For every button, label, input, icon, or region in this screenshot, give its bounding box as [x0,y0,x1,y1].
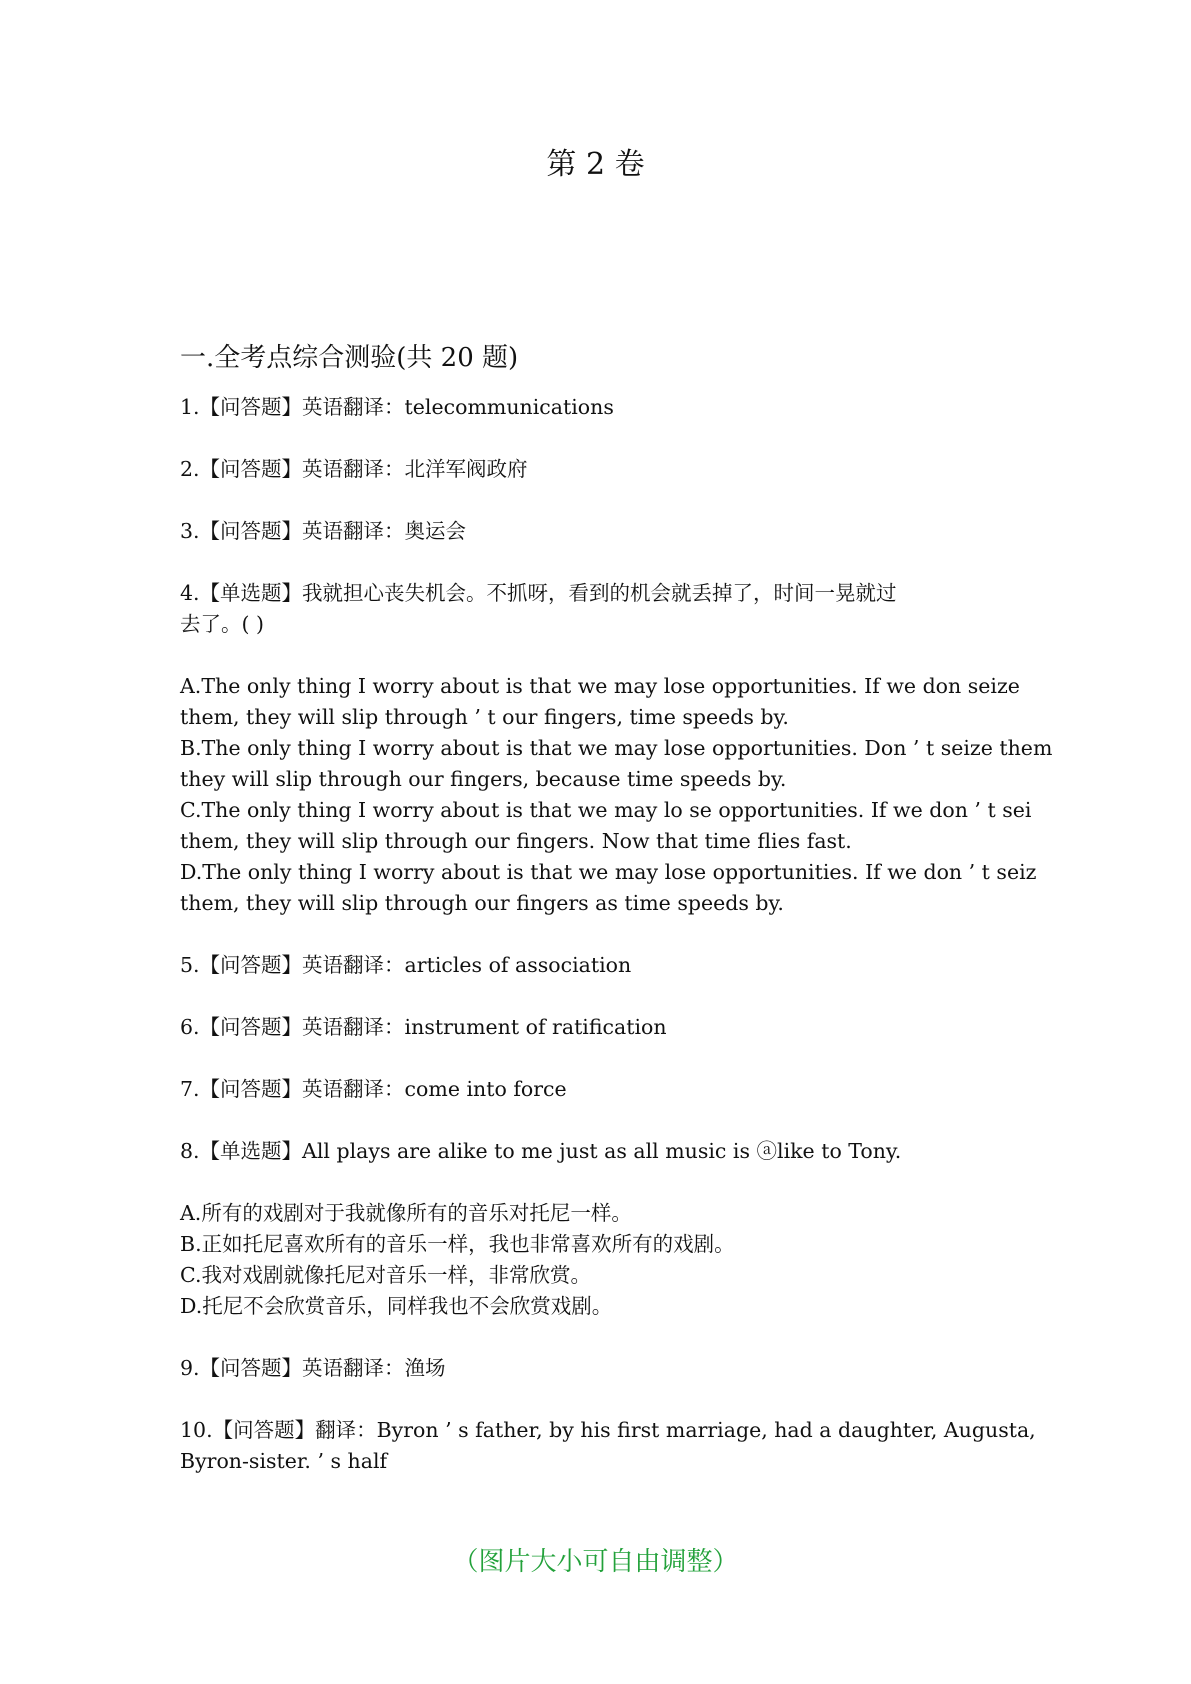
question-1-text: 1.【问答题】英语翻译：telecommunications [180,395,614,419]
option-c-line-1: C.The only thing I worry about is that we may lo se opportunities. If we don ’ t sei [180,798,1032,822]
question-4-text-line-1: 4.【单选题】我就担心丧失机会。不抓呀，看到的机会就丢掉了，时间一晃就过 [180,581,897,605]
option-d-line-1: D.The only thing I worry about is that we may lose opportunities. If we don ’ t seiz [180,860,1037,884]
question-8-text: 8.【单选题】All plays are alike to me just as all music is ⓐlike to Tony. [180,1139,902,1163]
question-6-text: 6.【问答题】英语翻译：instrument of ratification [180,1015,667,1039]
option-a-line-1: A.The only thing I worry about is that we may lose opportunities. If we don seize [180,674,1020,698]
question-list [180,392,1191,1508]
question-3-text: 3.【问答题】英语翻译：奥运会 [180,519,467,543]
question-7 [180,1074,1191,1105]
question-8-options [180,1198,1191,1322]
question-8 [180,1136,1191,1167]
question-9-text: 9.【问答题】英语翻译：渔场 [180,1356,446,1380]
option-c: C.我对戏剧就像托尼对音乐一样，非常欣赏。 [180,1263,591,1287]
question-10-text-line-2: Byron-sister. ’ s half [180,1449,388,1473]
image-resize-note: （图片大小可自由调整） [452,1547,739,1577]
option-d-line-2: them, they will slip through our fingers as time speeds by. [180,891,784,915]
question-4-options [180,671,1191,919]
question-10 [180,1415,1191,1477]
question-1 [180,392,1191,423]
option-b-line-1: B.The only thing I worry about is that we may lose opportunities. Don ’ t seize them [180,736,1053,760]
option-b: B.正如托尼喜欢所有的音乐一样，我也非常喜欢所有的戏剧。 [180,1232,735,1256]
option-a-line-2: them, they will slip through ’ t our fingers, time speeds by. [180,705,789,729]
question-7-text: 7.【问答题】英语翻译：come into force [180,1077,567,1101]
question-9 [180,1353,1191,1384]
question-3 [180,516,1191,547]
question-6 [180,1012,1191,1043]
question-2-text: 2.【问答题】英语翻译：北洋军阀政府 [180,457,528,481]
question-4 [180,578,1191,640]
option-a: A.所有的戏剧对于我就像所有的音乐对托尼一样。 [180,1201,632,1225]
question-10-text-line-1: 10.【问答题】翻译：Byron ’ s father, by his first marriage, had a daughter, Augusta, [180,1418,1036,1442]
page-title: 第 2 卷 [546,147,645,182]
option-b-line-2: they will slip through our fingers, because time speeds by. [180,767,787,791]
question-4-text-line-2: 去了。( ) [180,612,265,636]
option-c-line-2: them, they will slip through our fingers. Now that time flies fast. [180,829,852,853]
question-2 [180,454,1191,485]
question-5 [180,950,1191,981]
question-5-text: 5.【问答题】英语翻译：articles of association [180,953,632,977]
option-d: D.托尼不会欣赏音乐，同样我也不会欣赏戏剧。 [180,1294,613,1318]
section-heading: 一.全考点综合测验(共 20 题) [180,343,519,373]
